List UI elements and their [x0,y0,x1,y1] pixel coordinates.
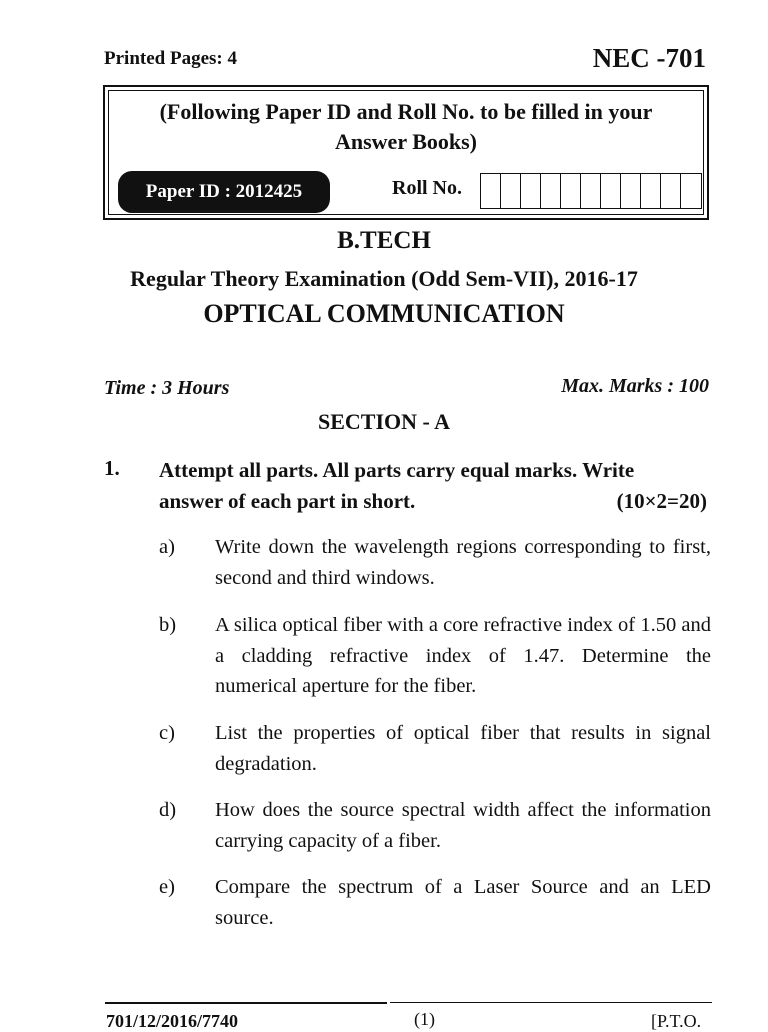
part-text: How does the source spectral width affect the information carrying capacity of a fiber. [215,799,711,852]
roll-number-cell [621,174,641,208]
roll-number-cell [641,174,661,208]
fill-instruction [109,97,703,157]
roll-number-cell [501,174,521,208]
part-text: Compare the spectrum of a Laser Source and an LED source. [215,876,711,929]
footer-rule-left [105,1002,387,1004]
part-label: a) [159,536,175,558]
roll-number-cell [681,174,701,208]
fill-instruction-line-2: Answer Books) [334,129,477,154]
fill-instruction-line-1: (Following Paper ID and Roll No. to be filled in your [159,99,653,124]
printed-pages-label: Printed Pages: 4 [104,48,237,69]
question-number: 1. [104,456,120,480]
roll-number-label: Roll No. [392,177,462,199]
roll-number-cell [601,174,621,208]
part-label: b) [159,614,177,636]
roll-number-cell [581,174,601,208]
section-heading: SECTION - A [317,409,451,434]
part-text: List the properties of optical fiber that results in signal degradation. [215,722,711,775]
footer-page-number: (1) [414,1009,435,1029]
subject-title: OPTICAL COMMUNICATION [203,299,565,328]
paper-id-badge: Paper ID : 2012425 [118,171,330,213]
part-text: Write down the wavelength regions corresponding to first, second and third windows. [215,536,711,589]
part-label: c) [159,722,175,744]
exam-title: Regular Theory Examination (Odd Sem-VII), 2016-17 [130,266,638,291]
footer-pto: [P.T.O. [651,1011,702,1031]
paper-code: NEC -701 [592,43,706,73]
time-allowed: Time : 3 Hours [104,377,230,399]
footer-paper-ref: 701/12/2016/7740 [106,1011,239,1031]
roll-number-cell [481,174,501,208]
roll-number-cell [561,174,581,208]
question-instruction-line-2: answer of each part in short. [159,489,416,513]
paper-id-box [103,85,709,220]
footer-rule-right [390,1002,712,1003]
part-label: d) [159,799,177,821]
roll-number-cell [541,174,561,208]
paper-id-box-inner-border [108,90,704,215]
question-instruction [159,455,711,517]
roll-number-cell [521,174,541,208]
roll-number-cell [661,174,681,208]
degree-title: B.TECH [337,227,431,254]
part-text: A silica optical fiber with a core refractive index of 1.50 and a cladding refractive index of 1.47. Determine the numerical aperture for the fiber. [215,614,711,697]
part-label: e) [159,876,175,898]
question-instruction-line-1: Attempt all parts. All parts carry equal marks. Write [159,458,635,482]
max-marks: Max. Marks : 100 [561,375,709,397]
question-marks: (10×2=20) [616,489,707,513]
roll-number-boxes [480,173,702,209]
